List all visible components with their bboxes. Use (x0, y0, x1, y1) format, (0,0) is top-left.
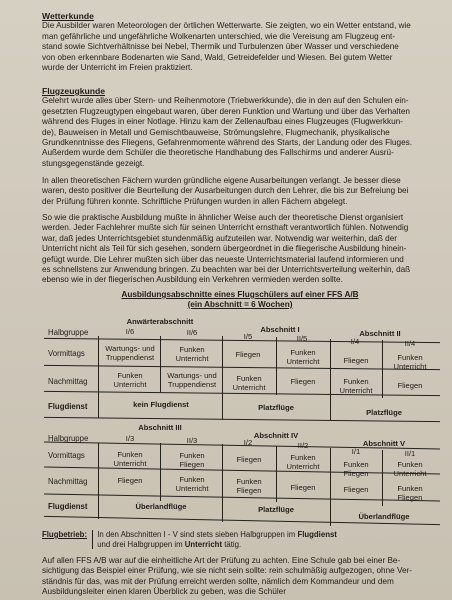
cell-text: Truppendienst (105, 352, 155, 362)
wetterkunde-line: stand sowie Sichtverhältnisse bei Nebel, Thermik und Turbulenzen über Wasser und verschiedene (42, 42, 399, 52)
subgroup-label: II/3 (186, 436, 198, 445)
paragraph-line: Unterricht nicht als Teil für sich gesehen, sondern übergeordnet in die fliegerische Ausbildung hinein- (42, 244, 407, 254)
cell-text: Unterricht (393, 361, 427, 371)
cell-text: Wartungs- und (167, 371, 217, 380)
flugbetrieb-text (92, 530, 337, 549)
subgroup-label: I/5 (243, 332, 253, 341)
section-header-anwaerter: Anwärterabschnitt (126, 317, 194, 326)
paragraph-line: Ausbildungsleiter einen klaren Überblick zu geben, was die Schüler (42, 587, 286, 597)
cell-platzfluege: Platzflüge (366, 408, 402, 417)
subgroup-label: I/6 (125, 327, 135, 336)
section-header-abschnitt-2: Abschnitt II (359, 329, 401, 338)
cell-kein-flugdienst: kein Flugdienst (133, 400, 189, 409)
cell-fliegen: Fliegen (290, 377, 316, 386)
cell-text: Unterricht (232, 382, 266, 392)
flugbetrieb-label: Flugbetrieb: (42, 530, 88, 539)
wetterkunde-heading: Wetterkunde (42, 11, 94, 21)
cell-fliegen: Fliegen (343, 356, 369, 365)
subgroup-label: II/2 (297, 441, 309, 450)
cell-fliegen: Fliegen (236, 455, 262, 464)
paragraph-line: gefügt wurde. Die Lehrer mußten sich über das neueste Unterrichtsmaterial laufend informieren und (42, 254, 404, 264)
cell-text: Funken (397, 484, 423, 493)
cell-text: Unterricht (175, 483, 209, 493)
cell-text: Funken (290, 453, 316, 462)
table-rule (44, 417, 440, 422)
cell-ueberlandfluege: Überlandflüge (135, 502, 187, 511)
paragraph-line: waren, desto positiver die Beurteilung der Ausarbeitungen durch den Lehrer, die bis zur Befreiung bei (42, 186, 409, 196)
cell-text: Wartungs- und (105, 344, 155, 353)
wetterkunde-line: von oben erkennbare Bodenarten wie Sand, Wald, Getreidefelder und Wiesen. Bei gutem Wetter (42, 52, 393, 62)
cell-text: Unterricht (113, 379, 147, 389)
row-flugdienst: Flugdienst (48, 502, 88, 511)
cell-funken (100, 372, 160, 389)
paragraph-line: ständnis für das, was mit der Prüfung erreicht werden sollte, nämlich dem Kommandeur und dem (42, 576, 394, 586)
paragraph-line: es schnellstens zur Anwendung bringen. Zu beachten war bei der Unterrichtsverteilung weiterhin, daß (42, 265, 411, 275)
table-rule (98, 336, 99, 418)
cell-text: Funken (117, 450, 143, 459)
wetterkunde-line: wurde der Unterricht im Freien praktiziert. (42, 63, 193, 73)
cell-text: Unterricht (175, 353, 209, 363)
subgroup-label: I/3 (125, 434, 135, 443)
cell-fliegen: Fliegen (397, 381, 423, 390)
cell-text: Funken (117, 371, 143, 380)
section-header-abschnitt-4: Abschnitt IV (253, 431, 299, 440)
cell-ueberlandfluege: Überlandflüge (358, 512, 410, 521)
cell-text: Fliegen (179, 459, 205, 469)
subgroup-label: II/1 (404, 449, 416, 458)
section-header-abschnitt-3: Abschnitt III (138, 423, 182, 432)
cell-text: Truppendienst (167, 379, 217, 389)
table-rule (160, 443, 161, 501)
col-halbgruppe: Halbgruppe (48, 328, 89, 337)
paragraph-line: der Prüfung führen konnte. Schriftliche Prüfungen wurden in allen Fächern abgelegt. (42, 196, 348, 206)
paragraph-pruefung (42, 556, 440, 598)
cell-text: Funken (343, 460, 369, 469)
flugzeugkunde-heading: Flugzeugkunde (42, 86, 106, 96)
flugzeugkunde-line: gesetzten Flugzeugtypen eingebaut waren, über deren Funktion und Wartung und über das Verhalten (42, 106, 410, 116)
cell-text: Unterricht (339, 385, 373, 395)
cell-funken (162, 346, 222, 363)
cell-funken (100, 451, 160, 468)
subgroup-label: I/4 (350, 337, 360, 346)
flugzeugkunde-line: stungsgegenstände gezeigt. (42, 158, 145, 168)
cell-funken-fliegen (382, 485, 438, 502)
cell-wartung (100, 345, 160, 362)
cell-funken (276, 349, 330, 366)
flugzeugkunde-line: Außerdem wurde dem Schüler die theoretische Handhabung des Fallschirms und anderer Ausrü- (42, 148, 394, 158)
cell-funken (276, 454, 330, 471)
cell-text: Funken (179, 451, 205, 460)
row-vormittags: Vormittags (48, 349, 85, 358)
paragraph-line: ebenso wie in der fliegerischen Ausbildung ein Verkehren vermieden werden sollte. (42, 275, 343, 285)
table-caption-subtitle: (ein Abschnitt = 6 Wochen) (187, 300, 293, 309)
paragraph-line: In allen theoretischen Fächern wurden gründliche eigene Ausarbeitungen verlangt. Je besser diese (42, 176, 401, 185)
subgroup-label: II/6 (186, 328, 198, 337)
row-flugdienst: Flugdienst (48, 402, 88, 411)
flugbetrieb-text-part: In den Abschnitten I - V sind stets sieben Halbgruppen im (97, 530, 298, 539)
subgroup-label: II/5 (296, 334, 308, 343)
paragraph-line: sichtigung das Beispiel einer Prüfung, wie sie nicht sein sollte: rein schulmäßig aufgezogen, ohne Ver- (42, 566, 413, 576)
subgroup-label: II/4 (404, 339, 416, 348)
table-caption-title: Ausbildungsabschnitte eines Flugschülers auf einer FFS A/B (121, 290, 359, 299)
flugzeugkunde-line: während des Fluges in einer Notlage. Hinzu kam der Zellenaufbau eines Flugzeuges (Flugwerkkun- (42, 117, 403, 127)
cell-text: Funken (397, 353, 423, 362)
table-rule (98, 443, 99, 519)
flugzeugkunde-line: Grundkenntnisse des Fliegens, Gefahrenmomente während des Starts, der Landung oder des Fluges. (42, 138, 413, 148)
wetterkunde-line: Die Ausbilder waren Meteorologen der örtlichen Wetterwarte. Sie zeigten, wo ein Wetter entstand, wie (42, 21, 411, 31)
cell-fliegen: Fliegen (290, 483, 316, 492)
cell-funken-fliegen (330, 461, 382, 478)
flugbetrieb-text-part: Flugdienst (297, 530, 337, 539)
table-rule (160, 336, 161, 392)
paragraph-organisation (42, 213, 440, 286)
cell-text: Funken (179, 345, 205, 354)
paragraph-line: Auf allen FFS A/B war auf die einheitliche Art der Prüfung zu achten. Eine Schule gab bei einer Be- (42, 556, 401, 565)
paragraph-line: werden. Jeder Fachlehrer mußte sich für seinen Unterricht ernsthaft verantwortlich fühlen. Notwendig (42, 223, 409, 233)
cell-text: Funken (397, 460, 423, 469)
cell-text: Unterricht (393, 468, 427, 478)
cell-platzfluege: Platzflüge (258, 505, 294, 514)
cell-funken (222, 375, 276, 392)
cell-text: Unterricht (286, 356, 320, 366)
cell-wartung (162, 372, 222, 389)
row-nachmittag: Nachmittag (48, 477, 88, 486)
cell-fliegen: Fliegen (343, 485, 369, 494)
paragraph-ausarbeitungen (42, 176, 440, 207)
flugbetrieb-text-part: und drei Halbgruppen im (97, 539, 185, 549)
wetterkunde-line: man gefährliche und ungefährliche Wolkenarten unterschied, wie die Vereisung am Flugzeug ent- (42, 31, 396, 41)
cell-funken (330, 378, 382, 395)
paragraph-line: So wie die praktische Ausbildung mußte in ähnlicher Weise auch der theoretische Dienst organisiert (42, 213, 404, 222)
cell-funken-fliegen (162, 452, 222, 469)
cell-fliegen: Fliegen (117, 476, 143, 485)
subgroup-label: I/2 (243, 438, 253, 447)
cell-funken (382, 461, 438, 478)
section-header-abschnitt-1: Abschnitt I (260, 325, 300, 334)
table-caption (40, 290, 440, 310)
cell-text: Funken (236, 477, 262, 486)
row-nachmittag: Nachmittag (48, 377, 88, 386)
wetterkunde-section (42, 11, 440, 73)
flugzeugkunde-line: Gelehrt wurde alles über Stern- und Reihenmotore (Triebwerkkunde), die in den auf den Schulen ein- (42, 96, 409, 106)
flugbetrieb-text-part: tätig. (222, 539, 242, 549)
cell-fliegen: Fliegen (235, 350, 261, 359)
paragraph-line: war, daß jedes Unterrichtsgebiet stundenmäßig aufzuteilen war. Notwendig war weiterhin, daß der (42, 233, 397, 243)
cell-text: Fliegen (397, 492, 423, 502)
flugbetrieb-text-part: Unterricht (184, 539, 223, 549)
cell-funken (162, 476, 222, 493)
section-header-abschnitt-5: Abschnitt V (362, 439, 406, 448)
flugzeugkunde-section (42, 86, 440, 169)
cell-text: Funken (343, 377, 369, 386)
cell-text: Funken (290, 348, 316, 357)
cell-text: Fliegen (236, 485, 262, 495)
flugzeugkunde-line: de), Bauweisen in Metall und Gemischtbauweise, Strömungslehre, Flugmechanik, physikalische (42, 127, 390, 137)
cell-text: Funken (236, 374, 262, 383)
cell-text: Fliegen (343, 468, 369, 478)
flugbetrieb-note (42, 530, 440, 549)
cell-text: Unterricht (286, 461, 320, 471)
cell-text: Unterricht (113, 458, 147, 468)
cell-funken-fliegen (222, 478, 276, 495)
subgroup-label: I/1 (351, 447, 361, 456)
row-vormittags: Vormittags (48, 451, 85, 460)
cell-text: Funken (179, 475, 205, 484)
cell-platzfluege: Platzflüge (258, 403, 294, 412)
cell-funken (382, 354, 438, 371)
col-halbgruppe: Halbgruppe (48, 434, 89, 443)
